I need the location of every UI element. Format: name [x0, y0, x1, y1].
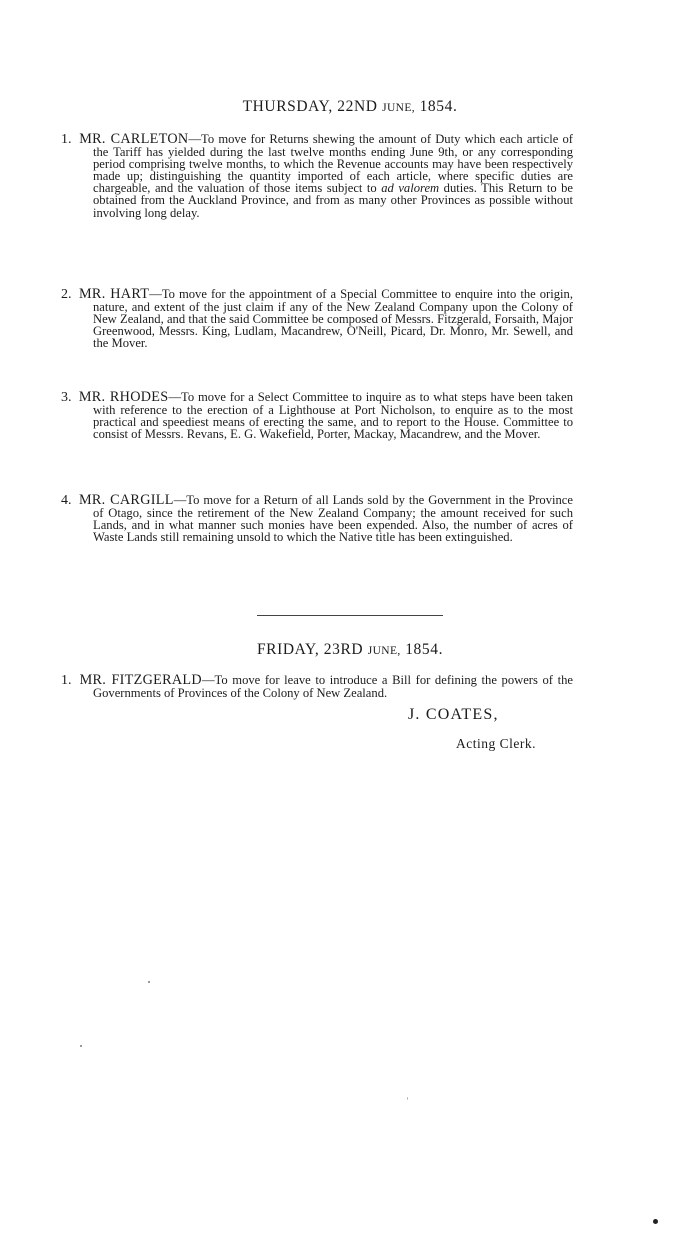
motion-thursday-1: [61, 133, 573, 219]
scan-speck: [407, 1097, 408, 1100]
scan-speck: [148, 981, 150, 983]
motion-member: MR. CARLETON: [79, 131, 189, 147]
motion-member: MR. FITZGERALD: [79, 672, 202, 688]
motion-number: 1.: [61, 132, 72, 147]
heading-date: 23RD: [323, 641, 364, 658]
signature-title: Acting Clerk.: [456, 736, 536, 751]
motion-member: MR. HART: [79, 286, 150, 302]
heading-year: 1854.: [419, 98, 458, 115]
heading-month: JUNE,: [382, 102, 416, 114]
motion-thursday-3: [61, 391, 573, 440]
motion-thursday-4: [61, 494, 573, 543]
motion-member: MR. RHODES: [78, 389, 169, 405]
motion-number: 4.: [61, 493, 72, 508]
motion-italic-text: ad valorem: [381, 181, 440, 196]
heading-day: THURSDAY,: [242, 98, 333, 115]
heading-day: FRIDAY,: [256, 641, 320, 658]
motion-friday-1: [61, 674, 573, 699]
motion-text-after: duties. This Return to be obtained from the Auckland Province, and from as many other Provinces as possible without involving long delay.: [93, 181, 573, 220]
motion-text: —To move for Returns shewing the amount of Duty which each article of the Tariff has yielded during the last twelve months ending June 9th, or any corresponding period comprising twelve months, to which the Revenue accounts may have been respectively made up; distinguishing the quantity imported of each article, where specific duties are chargeable, and the valuation of those items subject to: [93, 132, 573, 196]
scan-speck: [653, 1219, 658, 1224]
motion-text: —To move for a Select Committee to inquire as to what steps have been taken with reference to the erection of a Lighthouse at Port Nicholson, to enquire as to the most practical and speediest means of erecting the same, and to report to the House. Committee to consist of Messrs. Revans, E. G. Wakefield, Porter, Mackay, Macandrew, and the Mover.: [93, 390, 573, 442]
motion-member: MR. CARGILL: [78, 492, 174, 508]
heading-date: 22ND: [337, 98, 378, 115]
section-divider: [257, 615, 443, 616]
motion-text: —To move for the appointment of a Special Committee to enquire into the origin, nature, and extent of the just claim if any of the New Zealand Company upon the Colony of New Zealand, and that the said Committee be composed of Messrs. Fitzgerald, Forsaith, Major Greenwood, Messrs. King, Ludlam, Macandrew, O'Neill, Picard, Dr. Monro, Mr. Sewell, and the Mover.: [93, 287, 573, 351]
heading-year: 1854.: [405, 641, 444, 658]
motion-text: —To move for leave to introduce a Bill for defining the powers of the Governments of Provinces of the Colony of New Zealand.: [93, 673, 573, 701]
motion-number: 3.: [61, 390, 72, 405]
scan-speck: [80, 1045, 82, 1047]
motion-thursday-2: [61, 288, 573, 349]
day-heading-thursday: [0, 98, 700, 116]
motion-number: 2.: [61, 287, 72, 302]
signature-name: J. COATES,: [408, 706, 499, 723]
day-heading-friday: [0, 641, 700, 659]
heading-month: JUNE,: [367, 645, 401, 657]
motion-number: 1.: [61, 673, 72, 688]
motion-text: —To move for a Return of all Lands sold by the Government in the Province of Otago, since the retirement of the New Zealand Company; the amount received for such Lands, and in what manner such monies have been expended. Also, the number of acres of Waste Lands still remaining unsold to which the Native title has been extinguished.: [93, 493, 573, 545]
